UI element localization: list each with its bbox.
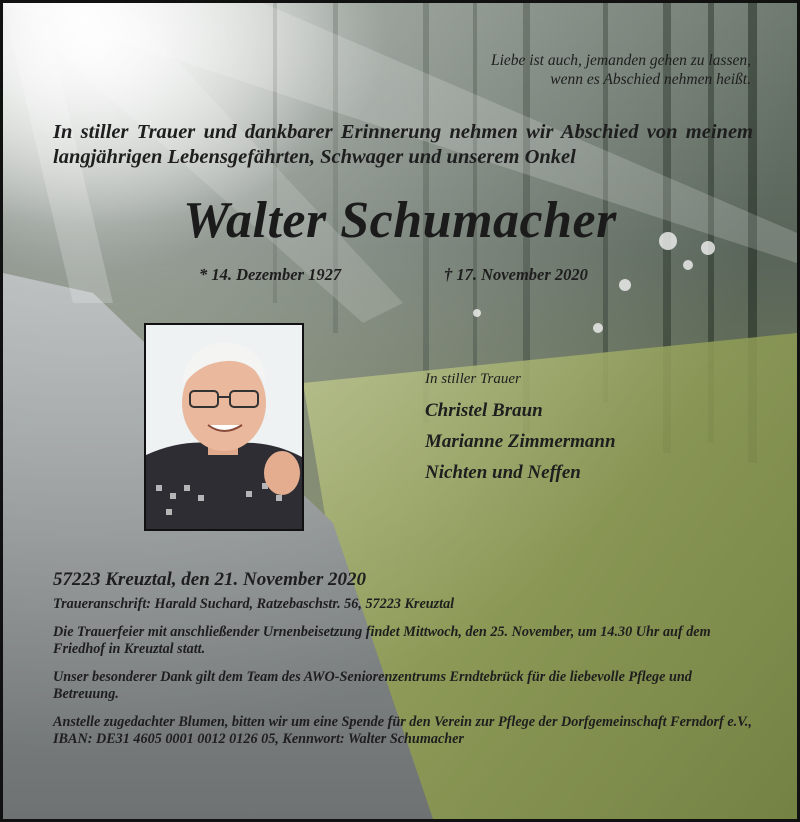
mourning-address: Traueranschrift: Harald Suchard, Ratzebaschstr. 56, 57223 Kreuztal	[53, 596, 455, 612]
quote-line-2: wenn es Abschied nehmen heißt.	[550, 71, 751, 88]
quote	[391, 51, 751, 89]
deceased-name: Walter Schumacher	[183, 192, 617, 249]
death-date: † 17. November 2020	[444, 265, 588, 284]
mourner-name: Nichten und Neffen	[425, 462, 581, 483]
quote-line-1: Liebe ist auch, jemanden gehen zu lassen,	[490, 52, 751, 69]
mourner-name: Christel Braun	[425, 400, 543, 421]
funeral-service-info: Die Trauerfeier mit anschließender Urnenbeisetzung findet Mittwoch, den 25. November, um 14.30 Uhr auf dem Friedhof in Kreuztal statt.	[53, 624, 711, 657]
donation-note: Anstelle zugedachter Blumen, bitten wir um eine Spende für den Verein zur Pflege der Dorfgemeinschaft Ferndorf e.V., IBAN: DE31 4605 0001 0012 0126 05, Kennwort: Walter Schumacher	[53, 714, 752, 747]
birth-date: * 14. Dezember 1927	[199, 265, 342, 284]
thanks-note: Unser besonderer Dank gilt dem Team des AWO-Seniorenzentrums Erndtebrück für die liebevolle Pflege und Betreuung.	[53, 669, 692, 702]
portrait-photo	[144, 323, 304, 531]
intro-text: In stiller Trauer und dankbarer Erinnerung nehmen wir Abschied von meinem langjährigen Lebensgefährten, Schwager und unserem Onkel	[53, 121, 753, 168]
place-date: 57223 Kreuztal, den 21. November 2020	[53, 569, 366, 590]
mourner-name: Marianne Zimmermann	[425, 431, 616, 452]
mourners-label: In stiller Trauer	[425, 371, 521, 387]
portrait-image	[146, 325, 302, 529]
